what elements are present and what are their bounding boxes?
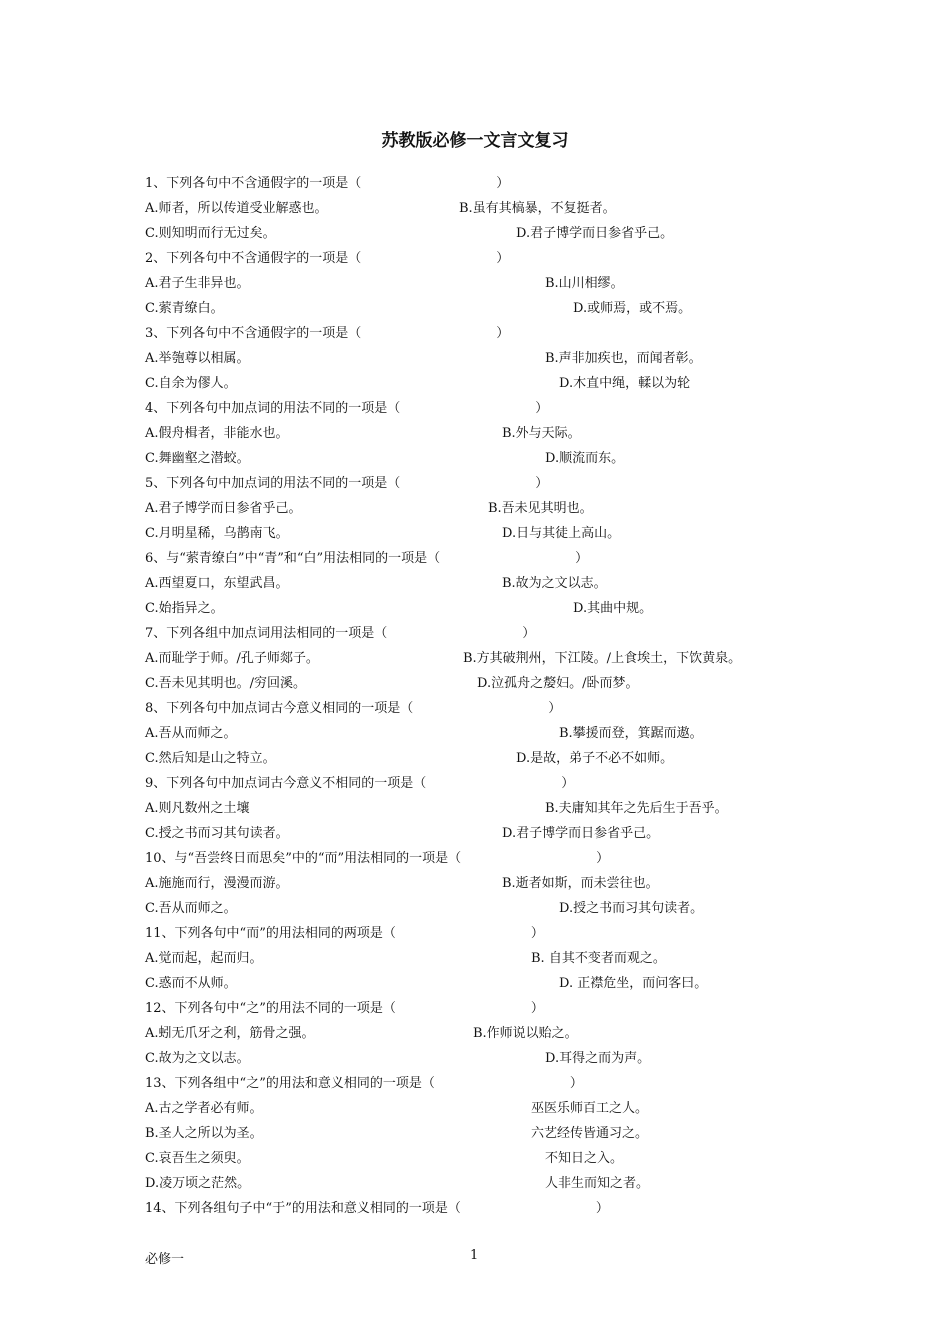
option-row: A.古之学者必有师。 巫医乐师百工之人。 xyxy=(145,1101,649,1116)
option-row: C.然后知是山之特立。 D.是故，弟子不必不如师。 xyxy=(145,751,674,766)
option-row: A.君子生非异也。 B.山川相缪。 xyxy=(145,276,624,291)
question-13: 13、下列各组中“之”的用法和意义相同的一项是（ ） xyxy=(145,1076,583,1091)
option-row: C.哀吾生之须臾。 不知日之入。 xyxy=(145,1151,624,1166)
option-row: C.始指异之。 D.其曲中规。 xyxy=(145,601,653,616)
option-row: C.惑而不从师。 D. 正襟危坐，而问客曰。 xyxy=(145,976,708,991)
question-8: 8、下列各句中加点词古今意义相同的一项是（ ） xyxy=(145,701,562,716)
question-2: 2、下列各句中不含通假字的一项是（ ） xyxy=(145,251,510,266)
footer-label: 必修一 xyxy=(145,1252,185,1267)
question-5: 5、下列各句中加点词的用法不同的一项是（ ） xyxy=(145,476,549,491)
option-row: C.舞幽壑之潜蛟。 D.顺流而东。 xyxy=(145,451,625,466)
option-row: A.觉而起，起而归。 B. 自其不变者而观之。 xyxy=(145,951,666,966)
page-title: 苏教版必修一文言文复习 xyxy=(381,131,569,151)
question-10: 10、与“吾尝终日而思矣”中的“而”用法相同的一项是（ ） xyxy=(145,851,610,866)
option-row: A.西望夏口，东望武昌。 B.故为之文以志。 xyxy=(145,576,607,591)
option-row: C.则知明而行无过矣。 D.君子博学而日参省乎己。 xyxy=(145,226,674,241)
page-number: 1 xyxy=(470,1248,479,1263)
option-row: A.君子博学而日参省乎己。 B.吾未见其明也。 xyxy=(145,501,593,516)
question-3: 3、下列各句中不含通假字的一项是（ ） xyxy=(145,326,510,341)
option-row: D.凌万顷之茫然。 人非生而知之者。 xyxy=(145,1176,650,1191)
question-1: 1、下列各句中不含通假字的一项是（ ） xyxy=(145,176,510,191)
option-row: C.吾未见其明也。/穷回溪。 D.泣孤舟之嫠妇。/卧而梦。 xyxy=(145,676,639,691)
option-row: C.月明星稀，乌鹊南飞。 D.日与其徒上高山。 xyxy=(145,526,621,541)
option-row: A.假舟楫者，非能水也。 B.外与天际。 xyxy=(145,426,581,441)
question-11: 11、下列各句中“而”的用法相同的两项是（ ） xyxy=(145,926,544,941)
option-row: A.而耻学于师。/孔子师郯子。 B.方其破荆州，下江陵。/上食埃土，下饮黄泉。 xyxy=(145,651,742,666)
question-9: 9、下列各句中加点词古今意义不相同的一项是（ ） xyxy=(145,776,575,791)
option-row: A.吾从而师之。 B.攀援而登，箕踞而遨。 xyxy=(145,726,703,741)
question-list xyxy=(145,171,805,1221)
option-row: C.吾从而师之。 D.授之书而习其句读者。 xyxy=(145,901,704,916)
option-row: C.故为之文以志。 D.耳得之而为声。 xyxy=(145,1051,651,1066)
option-row: A.蚓无爪牙之利，筋骨之强。 B.作师说以贻之。 xyxy=(145,1026,578,1041)
option-row: A.师者，所以传道受业解惑也。 B.虽有其槁暴，不复挺者。 xyxy=(145,201,616,216)
question-6: 6、与“萦青缭白”中“青”和“白”用法相同的一项是（ ） xyxy=(145,551,589,566)
option-row: C.授之书而习其句读者。 D.君子博学而日参省乎己。 xyxy=(145,826,660,841)
question-12: 12、下列各句中“之”的用法不同的一项是（ ） xyxy=(145,1001,544,1016)
option-row: B.圣人之所以为圣。 六艺经传皆通习之。 xyxy=(145,1126,649,1141)
option-row: C.自余为僇人。 D.木直中绳，輮以为轮 xyxy=(145,376,691,391)
question-14: 14、下列各组句子中“于”的用法和意义相同的一项是（ ） xyxy=(145,1201,609,1216)
option-row: A.举匏尊以相属。 B.声非加疾也，而闻者彰。 xyxy=(145,351,702,366)
option-row: A.施施而行，漫漫而游。 B.逝者如斯，而未尝往也。 xyxy=(145,876,659,891)
option-row: A.则凡数州之土壤 B.夫庸知其年之先后生于吾乎。 xyxy=(145,801,728,816)
question-4: 4、下列各句中加点词的用法不同的一项是（ ） xyxy=(145,401,549,416)
option-row: C.萦青缭白。 D.或师焉，或不焉。 xyxy=(145,301,692,316)
question-7: 7、下列各组中加点词用法相同的一项是（ ） xyxy=(145,626,536,641)
